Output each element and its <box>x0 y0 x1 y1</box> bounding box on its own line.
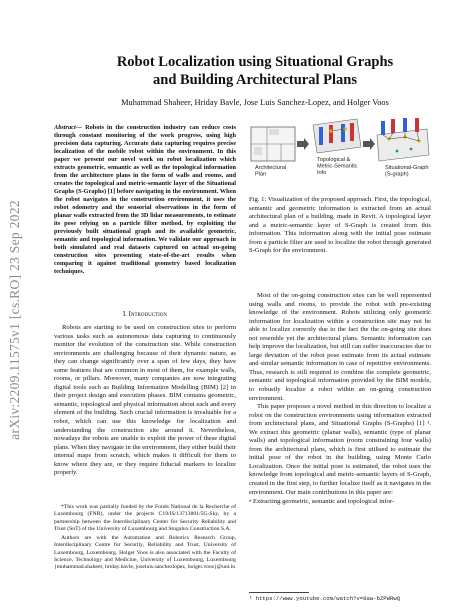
body-paragraph: This paper proposes a novel method in this direction to localize a robot on the construction environments using information extracted from architectural plans, and Situational Graphs (S-Graphs) [1] ¹. We extract this geometric (planar walls), semantic (type of planar walls) and topological information (room constraining four walls) from the architectural plans, which is first utilised to estimate the initial pose of the robot in the building, using Monte Carlo Localization. Once the initial pose is estimated, the robot uses the knowledge from topological and metric-semantic layers of S-Graph, created in the first step, to further localize itself as it navigates in the environment. Our main contributions in this paper are: <box>249 403 431 496</box>
arrow-icon <box>297 138 309 150</box>
introduction-body <box>54 324 236 478</box>
author-list: Muhammad Shaheer, Hriday Bavle, Jose Luis Sanchez-Lopez, and Holger Voos <box>121 98 389 107</box>
arxiv-identifier: arXiv:2209.11575v1 [cs.RO] 23 Sep 2022 <box>7 200 23 440</box>
intro-paragraph: Robots are starting to be used on construction sites to perform various tasks such as autonomous data capturing to continuously monitor the evolution of the construction site. While construction environments are challenging because of their dynamic nature, as they can change significantly over a span of few days, they have some features that are common in most of them, for example walls, rooms, or pillars. Moreover, many companies are now integrating digital tools such as Building Information Modelling (BIM) [2] in their project design and execution phases. BIM contains geometric, semantic, topological and physical information about each and every element of the building. Such crucial information is invaluable for a robot, which can use this knowledge for localization and understanding the construction site around it. Nevertheless, nowadays the robots are unable to exploit the power of these digital plans. When they navigate in the environment, they either build their internal maps from scratch, which makes it difficult for them to know where they are, or they require fiducial markers to localize properly. <box>54 324 236 477</box>
funding-footnote: *This work was partially funded by the Fonds National de la Recherche of Luxembourg (FNR), under the projects C19/IS/13713801/5G-Sky, by a partnership between the Interdisciplinary Center for Security Reliability and Trust (SnT) of the University of Luxembourg and Stugalux Construction S.A. <box>54 504 236 532</box>
footnote-rule <box>249 592 309 593</box>
title-line-2: and Building Architectural Plans <box>153 71 357 88</box>
topological-metric-semantic-image <box>313 119 361 153</box>
youtube-link[interactable]: ¹ https://www.youtube.com/watch?v=8aw-bZPWRwQ <box>249 595 401 602</box>
arrow-icon <box>363 138 375 150</box>
situational-graph-image <box>377 118 429 161</box>
figure-caption: Fig. 1: Visualization of the proposed approach. First, the topological, semantic and geometric information is extracted from an actual architectural plan of a building, made in Revit. A topological layer and a metric-semantic layer of S-Graph is created from this information. This information along with the initial pose estimate from a particle filter are used to localize the robot through generated S-Graph for the environment. <box>249 196 431 255</box>
abstract-label: Abstract— <box>54 124 82 131</box>
figure-1 <box>249 117 431 193</box>
abstract-body: Robots in the construction industry can reduce costs through constant monitoring of the work progress, using high precision data capturing. Accurate data capturing requires precise localization of the mobile robot within the environment. In this paper we present our novel work on robot localization which extracts geometric, semantic as well as the topological information from the architecture plans in the form of walls and rooms, and creates the topological and metric-semantic layer of the Situational Graphs (S-Graphs) [1] before navigating in the environment. When the robot navigates in the construction environment, it uses the robot odometry and the sensorial observations in the form of planar walls extracted from the 3D lidar measurements, to estimate its pose relying on a particle filter method, by exploiting the previously built situational graph and its available geometric, semantic and topological information. We validate our approach in both simulated and real datasets captured on actual on-going construction sites presenting state-of-the-art results when comparing it against traditional geometry based localization techniques. <box>54 124 236 275</box>
affiliation-footnote: Authors are with the Automation and Robotics Research Group, Interdisciplinary Centre for Security, Reliability and Trust, University of Luxembourg, Luxembourg. Holger Voos is also associated with the Faculty of Science, Technology and Medicine, University of Luxembourg, Luxembourg {muhammad.shaheer, hriday.bavle, joseluis.sanchezlopez, holger.voos}@uni.lu <box>54 535 236 571</box>
youtube-footnote[interactable] <box>249 595 431 602</box>
contribution-bullet: • Extracting geometric, semantic and topological infor- <box>249 498 395 506</box>
abstract <box>54 124 236 276</box>
section-heading-introduction: I. Introduction <box>122 311 168 318</box>
label-situational-graph: Situational-Graph (S-graph) <box>385 165 429 178</box>
body-paragraph: Most of the on-going construction sites can be well represented using walls and rooms, to provide the robot with pre-existing knowledge of the environment. Robots utilizing only geometric information for localization within a construction site may not be able to localize correctly due to the fact the the on-going site does not resemble yet the architectural plans. Semantic information can help improve the localization, but still can suffer inaccuracies due to large deviation of the robot pose estimate from its actual estimate and similar semantic information in case of repetitive environments. Thus, research is still required to combine the complete geometric, semantic and topological information provided by the BIM models, to robustly localize a robot within an on-going construction environment. <box>249 292 431 402</box>
label-topological-info: Topological & Metric-Semantic Info <box>317 157 358 176</box>
right-column-body <box>249 292 431 507</box>
footnotes <box>54 504 236 574</box>
architectural-plan-image <box>251 127 295 161</box>
label-architectural-plan: Architectural Plan <box>255 165 287 178</box>
title-line-1: Robot Localization using Situational Graphs <box>116 54 394 70</box>
paper-title <box>40 54 470 89</box>
